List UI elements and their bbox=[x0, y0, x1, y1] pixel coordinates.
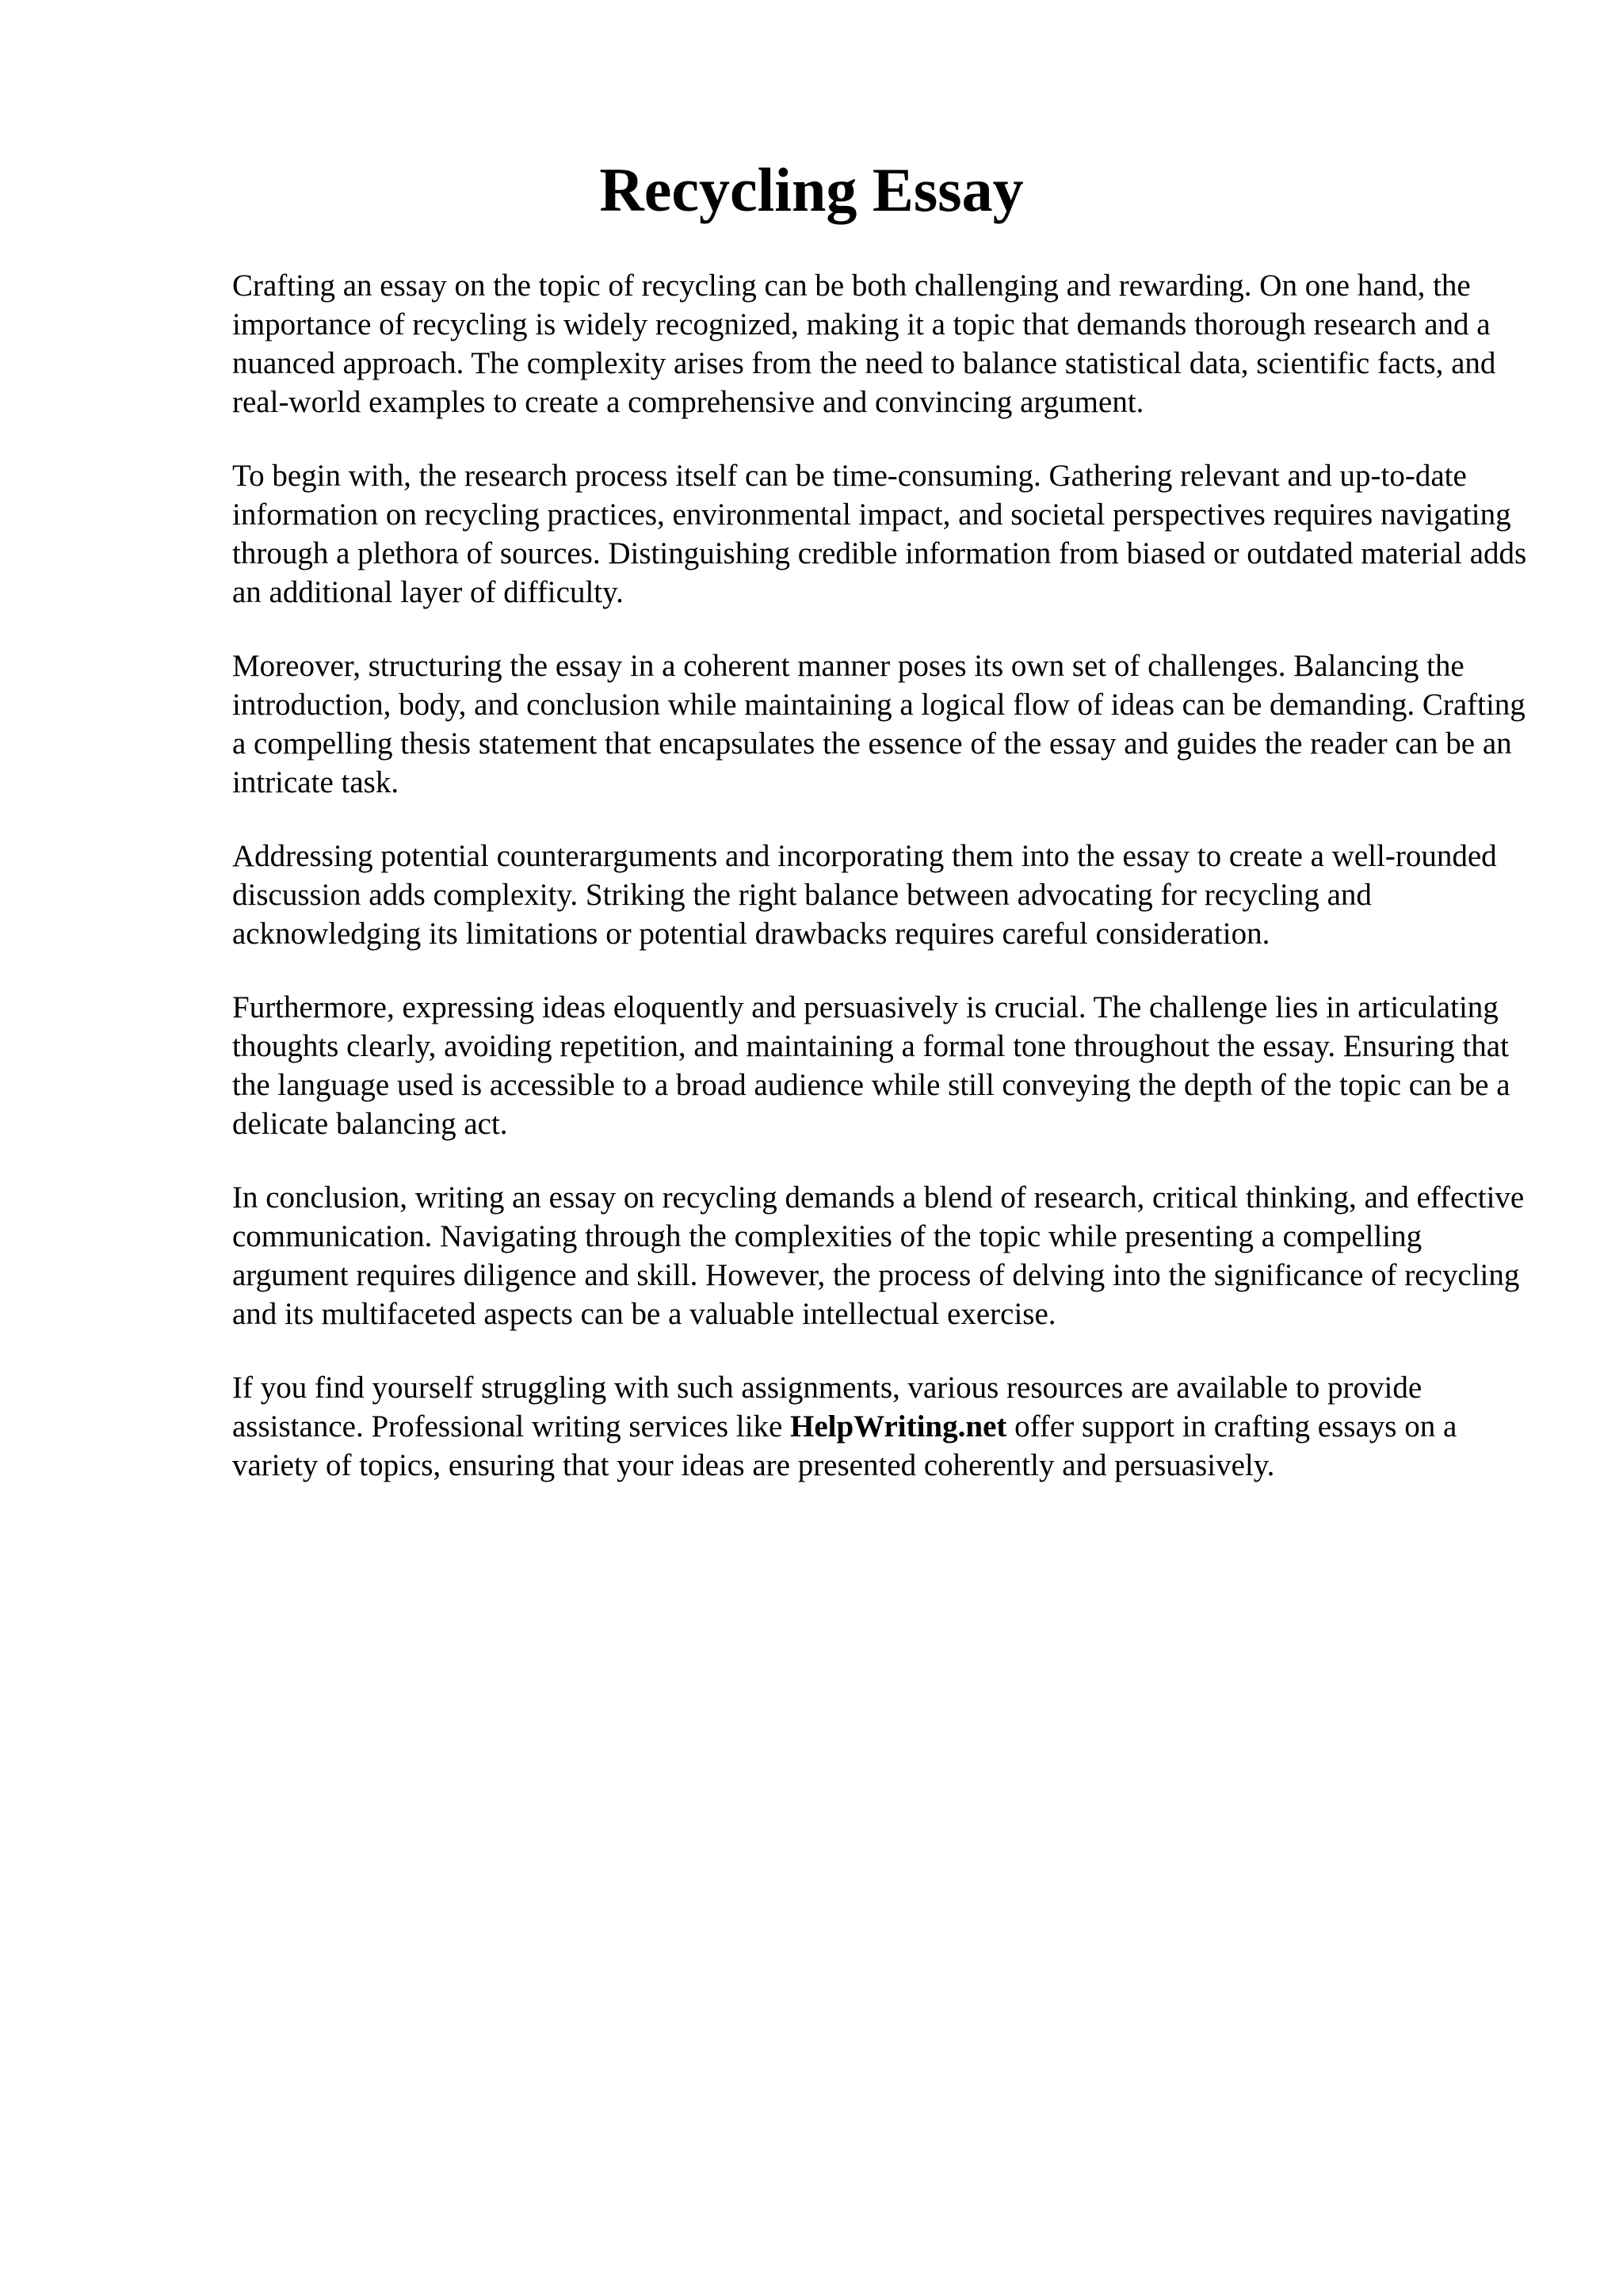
paragraph-3: Moreover, structuring the essay in a coherent manner poses its own set of challenges. Balancing the introduction, body, and conclusion while maintaining a logical flow of ideas can be demanding. Crafting a compelling thesis statement that encapsulates the essence of the essay and guides the reader can be an intricate task. bbox=[232, 649, 1526, 799]
closing-text-before: If you find yourself struggling with such assignments, various resources are available to provide assistance. Professional writing services like bbox=[232, 1371, 1423, 1444]
closing-text-after: offer support in crafting essays on a variety of topics, ensuring that your ideas are presented coherently and persuasively. bbox=[232, 1409, 1457, 1482]
paragraph-6: In conclusion, writing an essay on recycling demands a blend of research, critical thinking, and effective communication. Navigating through the complexities of the topic while presenting a compelling argument requires diligence and skill. However, the process of delving into the significance of recycling and its multifaceted aspects can be a valuable intellectual exercise. bbox=[232, 1180, 1525, 1331]
paragraph-1: Crafting an essay on the topic of recycling can be both challenging and rewarding. On one hand, the importance of recycling is widely recognized, making it a topic that demands thorough research and a nuanced approach. The complexity arises from the need to balance statistical data, scientific facts, and real-world examples to create a comprehensive and convincing argument. bbox=[232, 269, 1496, 419]
closing-paragraph bbox=[232, 1368, 1532, 1485]
essay-body bbox=[232, 266, 1532, 1520]
paragraph-5: Furthermore, expressing ideas eloquently and persuasively is crucial. The challenge lies in articulating thoughts clearly, avoiding repetition, and maintaining a formal tone throughout the essay. Ensuring that the language used is accessible to a broad audience while still conveying the depth of the topic can be a delicate balancing act. bbox=[232, 990, 1510, 1141]
document-title: Recycling Essay bbox=[599, 155, 1024, 224]
helpwriting-brand: HelpWriting.net bbox=[790, 1409, 1007, 1444]
paragraph-2: To begin with, the research process itself can be time-consuming. Gathering relevant and up-to-date information on recycling practices, environmental impact, and societal perspectives requires navigating through a plethora of sources. Distinguishing credible information from biased or outdated material adds an additional layer of difficulty. bbox=[232, 459, 1527, 609]
paragraph-4: Addressing potential counterarguments and incorporating them into the essay to create a well-rounded discussion adds complexity. Striking the right balance between advocating for recycling and acknowledging its limitations or potential drawbacks requires careful consideration. bbox=[232, 839, 1497, 951]
